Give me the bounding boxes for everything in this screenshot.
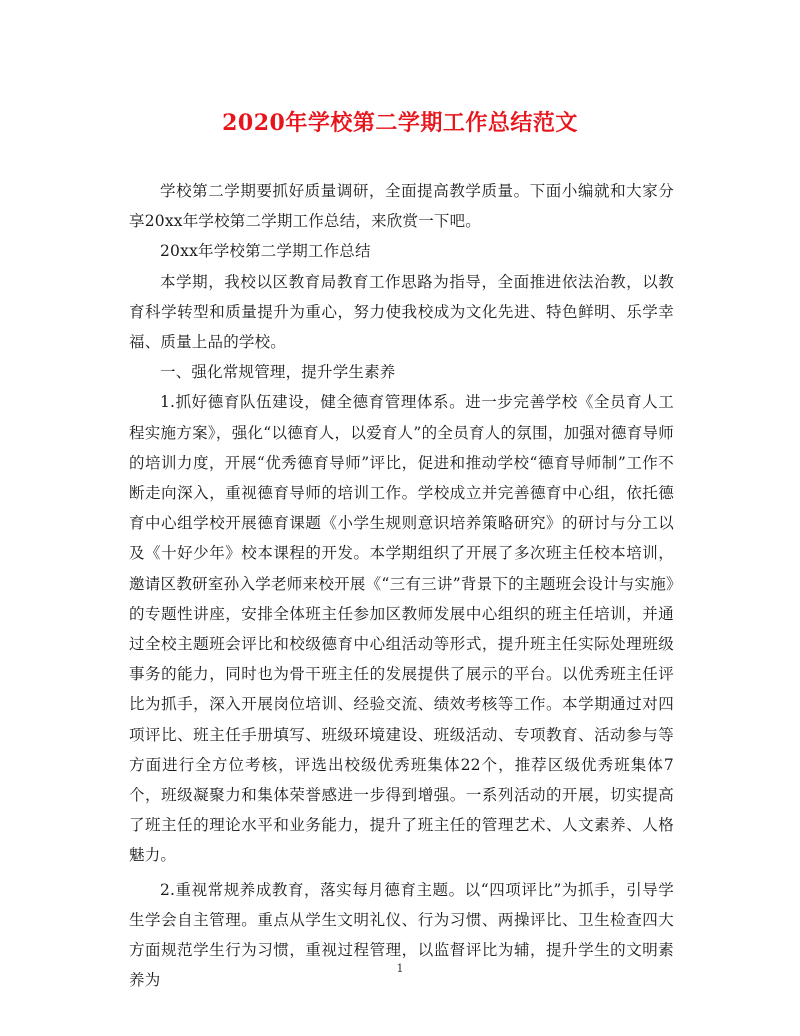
section-heading: 一、强化常规管理，提升学生素养 bbox=[160, 363, 396, 382]
subtitle-paragraph: 20xx年学校第二学期工作总结 bbox=[160, 242, 371, 261]
page-number: 1 bbox=[396, 962, 404, 975]
overview-paragraph: 本学期，我校以区教育局教育工作思路为指导，全面推进依法治教，以教育科学转型和质量提升为重心，努力使我校成为文化先进、特色鲜明、乐学幸福、质量上品的学校。 bbox=[129, 272, 674, 352]
item-1-paragraph: 1.抓好德育队伍建设，健全德育管理体系。进一步完善学校《全员育人工程实施方案》，强化“以德育人，以爱育人”的全员育人的氛围，加强对德育导师的培训力度，开展“优秀德育导师”评比，促进和推动学校“德育导师制”工作不断走向深入，重视德育导师的培训工作。学校成立并完善德育中心组，依托德育中心组学校开展德育课题《小学生规则意识培养策略研究》的研讨与分工以及《十好少年》校本课程的开发。本学期组织了开展了多次班主任校本培训，邀请区教研室孙入学老师来校开展《“三有三讲”背景下的主题班会设计与实施》的专题性讲座，安排全体班主任参加区教师发展中心组织的班主任培训，并通过全校主题班会评比和校级德育中心组活动等形式，提升班主任实际处理班级事务的能力，同时也为骨干班主任的发展提供了展示的平台。以优秀班主任评比为抓手，深入开展岗位培训、经验交流、绩效考核等工作。本学期通过对四项评比、班主任手册填写、班级环境建设、班级活动、专项教育、活动参与等方面进行全方位考核，评选出校级优秀班集体22个，推荐区级优秀班集体7个，班级凝聚力和集体荣誉感进一步得到增强。一系列活动的开展，切实提高了班主任的理论水平和业务能力，提升了班主任的管理艺术、人文素养、人格魅力。 bbox=[129, 393, 674, 865]
intro-paragraph: 学校第二学期要抓好质量调研，全面提高教学质量。下面小编就和大家分享20xx年学校第二学期工作总结，来欣赏一下吧。 bbox=[129, 182, 674, 231]
document-body bbox=[129, 176, 674, 995]
item-2-paragraph: 2.重视常规养成教育，落实每月德育主题。以“四项评比”为抓手，引导学生学会自主管理。重点从学生文明礼仪、行为习惯、两操评比、卫生检查四大方面规范学生行为习惯，重视过程管理，以监督评比为辅，提升学生的文明素养为 bbox=[129, 880, 674, 990]
document-title: 2020年学校第二学期工作总结范文 bbox=[222, 110, 578, 136]
